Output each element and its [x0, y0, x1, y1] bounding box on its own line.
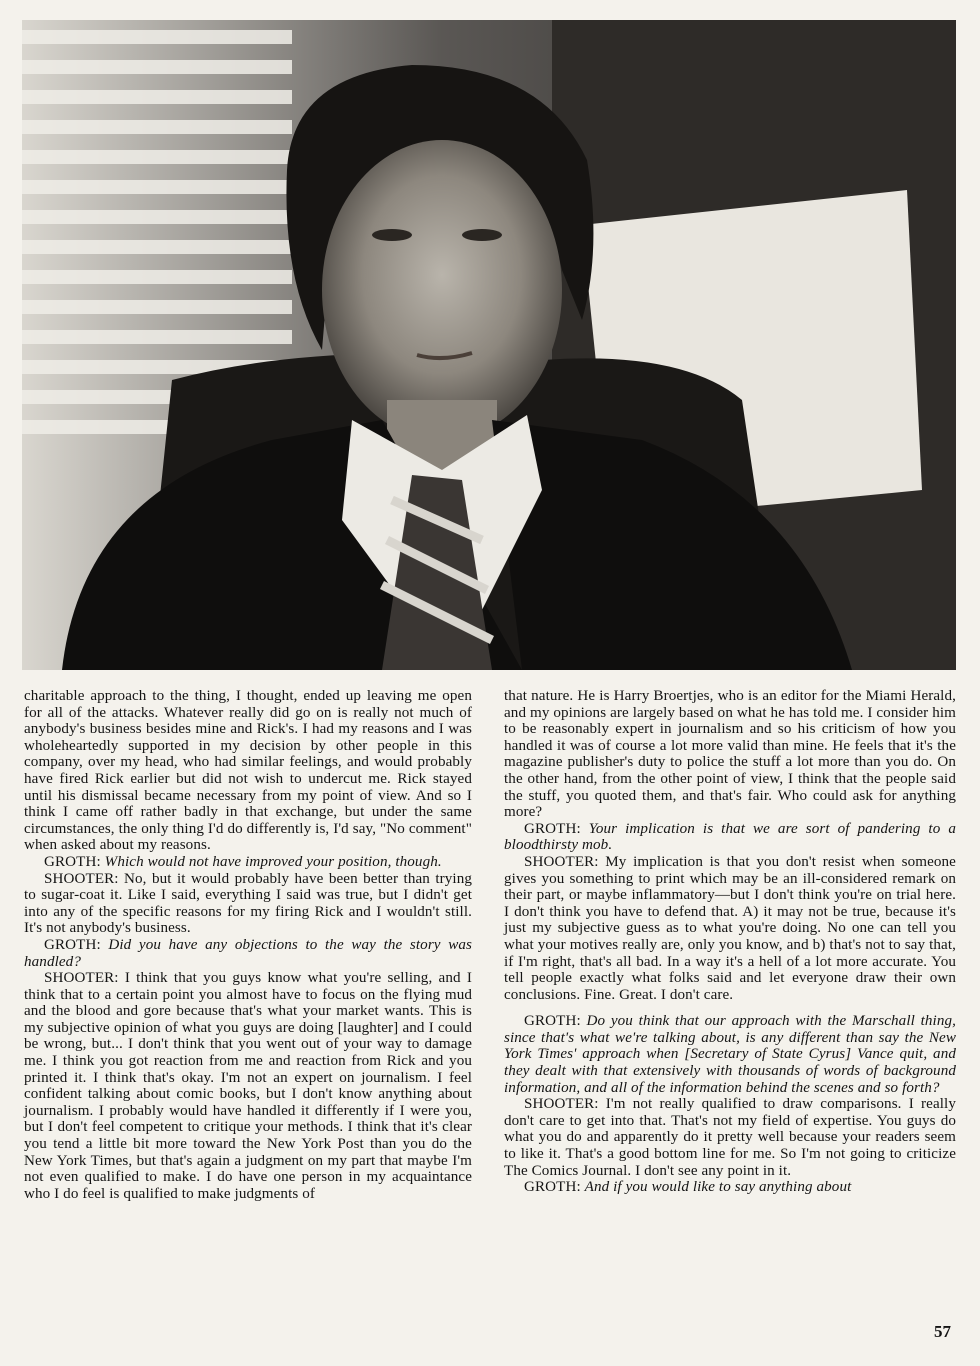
paragraph: SHOOTER: No, but it would probably have been better than trying to sugar-coat it. Like I said, everything I said was true, but I didn't get into any of the specific reasons for my firing Rick and I wouldn't still. It's not anybody's business.: [24, 870, 472, 937]
paragraph: GROTH: Do you think that our approach with the Marschall thing, since that's what we're talking about, is any different than say the New York Times' approach when [Secretary of State Cyrus] Vance quit, and they dealt with that extensively with thousands of words of background information, and all of the information behind the scenes and so forth?: [504, 1013, 957, 1096]
portrait-photo: [22, 20, 956, 670]
paragraph: GROTH: Did you have any objections to the way the story was handled?: [24, 936, 472, 970]
page-number: 57: [934, 1322, 951, 1341]
left-column: [24, 688, 472, 1202]
paragraph: charitable approach to the thing, I thought, ended up leaving me open for all of the attacks. Whatever really did go on is really not much of anybody's business besides mine and Rick's. I had my reasons and I was wholeheartedly supported in my decision by other people in this company, over my head, who had similar feelings, and would probably have fired Rick earlier but did not wish to undercut me. Rick stayed until his dismissal became necessary from my point of view. And so I think I came off rather badly in that exchange, but under the same circumstances, the only thing I'd do differently is, I'd say, "No comment" when asked about my reasons.: [24, 688, 472, 854]
right-column: [504, 688, 956, 1196]
paragraph: GROTH: And if you would like to say anything about: [524, 1179, 852, 1196]
paragraph: that nature. He is Harry Broertjes, who is an editor for the Miami Herald, and my opinions are largely based on what he has told me. I consider him to be reasonably expert in journalism and so his criticism of how you handled it was of course a lot more valid than mine. He feels that it's the magazine publisher's duty to police the stuff a lot more than you do. On the other hand, from the other point of view, I think that the people said the stuff, you quoted them, and that's fair. Who could ask for anything more?: [504, 688, 956, 821]
paragraph: SHOOTER: My implication is that you don't resist when someone gives you something to print which may be an ill-considered remark on their part, or maybe inflammatory—but I don't think you're on trial here. I don't think you have to defend that. A) it may not be true, because it's just my subjective guess as to what you're doing. No one can tell you what your motives really are, only you know, and b) that's not to say that, if I'm right, that's all bad. In a way it's a hell of a lot more accurate. You tell people exactly what folks said and let everyone draw their own conclusions. Fine. Great. I don't care.: [504, 853, 956, 1003]
paragraph: GROTH: Your implication is that we are sort of pandering to a bloodthirsty mob.: [504, 820, 956, 854]
paragraph: GROTH: Which would not have improved your position, though.: [44, 853, 442, 870]
paragraph: SHOOTER: I'm not really qualified to draw comparisons. I really don't care to get into that. That's not my field of expertise. You guys do what you do and apparently do it pretty well because your readers seem to like it. That's a good bottom line for me. So I'm not going to criticize The Comics Journal. I don't see any point in it.: [504, 1096, 956, 1179]
paragraph: SHOOTER: I think that you guys know what you're selling, and I think that to a certain point you almost have to focus on the flying mud and the blood and gore because that's what your market wants. This is my subjective opinion of what you guys are doing [laughter] and I could be wrong, but... I don't think that you went out of your way to damage me. I think you got reaction from me and reaction from Rick and you printed it. I think that's okay. I'm not an expert on journalism. I feel confident talking about comic books, but I don't know anything about journalism. I probably would have handled it differently if I were you, but I don't feel competent to critique your methods. I think that it's clear you tend a little bit more toward the New York Post than you do the New York Times, but that's again a judgment on my part that maybe I'm not even qualified to make. I do have one person in my acquaintance who I do feel is qualified to make judgments of: [24, 970, 472, 1202]
portrait-photo-icon: [22, 20, 956, 670]
